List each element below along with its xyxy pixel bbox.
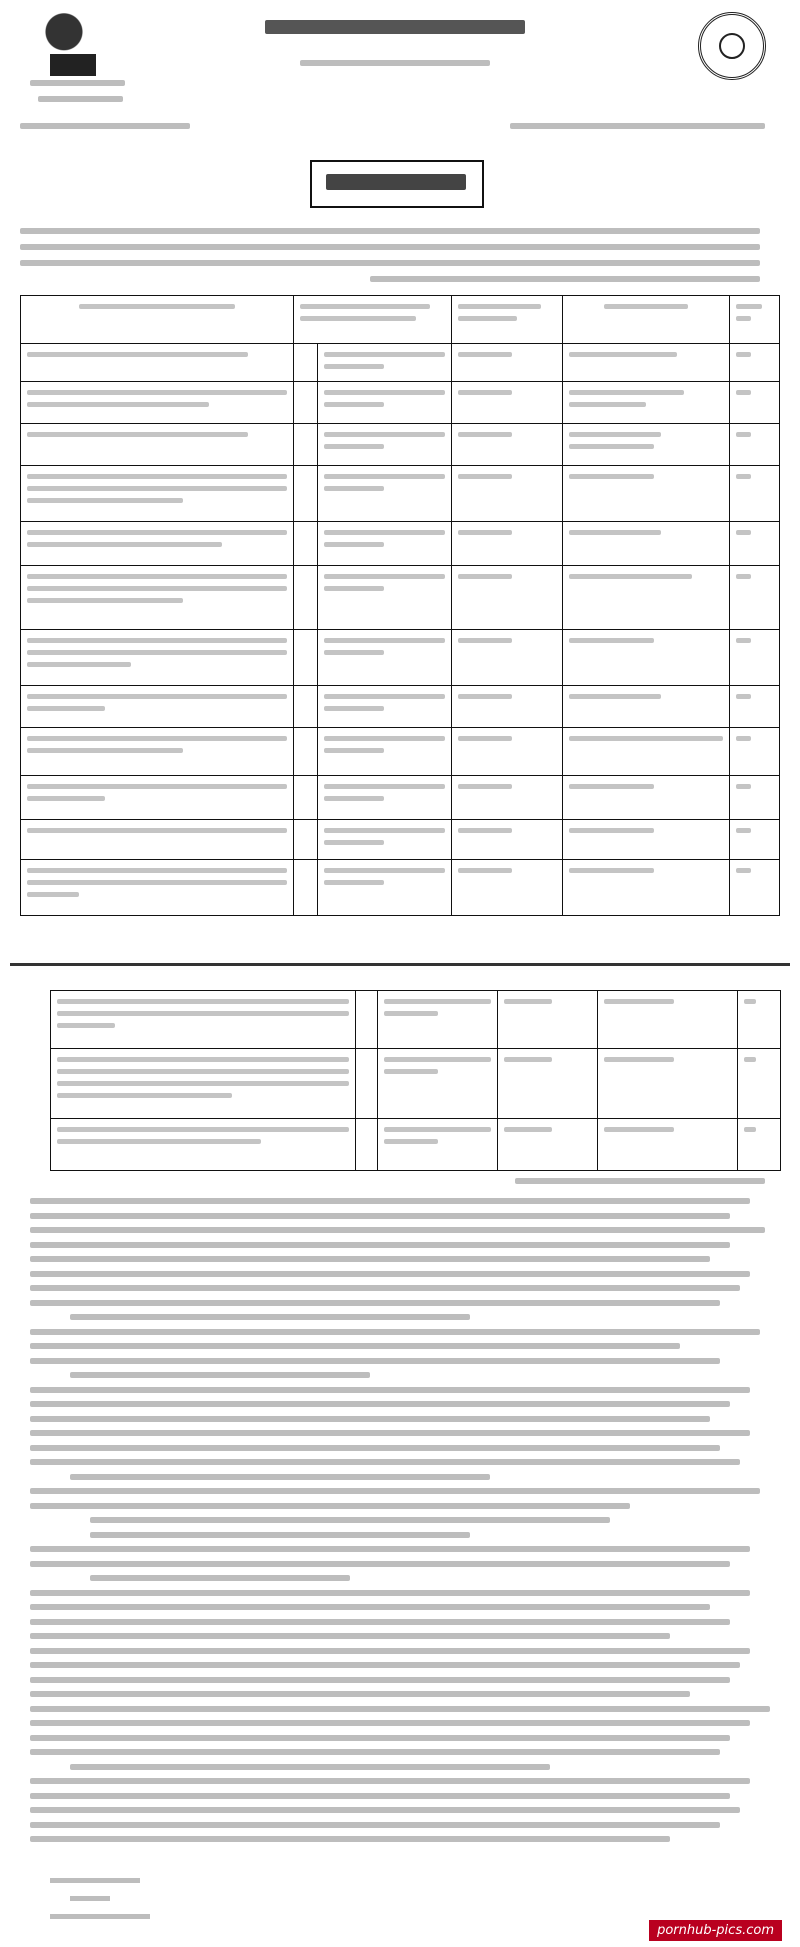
table-row	[21, 344, 780, 382]
signatory-name	[50, 1878, 140, 1883]
condition-line	[30, 1735, 730, 1741]
condition-line	[30, 1749, 720, 1755]
condition-line	[90, 1575, 350, 1581]
condition-line	[70, 1372, 370, 1378]
condition-line	[30, 1198, 750, 1204]
memo-number	[20, 123, 190, 129]
table-header-row	[21, 296, 780, 344]
header-serial	[729, 296, 779, 344]
condition-line	[30, 1822, 720, 1828]
table-row	[21, 728, 780, 776]
condition-line	[30, 1285, 740, 1291]
notice-title	[326, 174, 466, 190]
portrait-image	[28, 8, 118, 76]
table-row	[51, 1049, 781, 1119]
signatory-title	[70, 1896, 110, 1901]
intro-line	[20, 244, 760, 250]
condition-line	[90, 1532, 470, 1538]
table-row	[21, 860, 780, 916]
portrait-caption	[30, 80, 125, 86]
condition-line	[30, 1836, 670, 1842]
table-row	[21, 424, 780, 466]
condition-line	[30, 1561, 730, 1567]
intro-line	[20, 260, 760, 266]
condition-line	[70, 1474, 490, 1480]
intro-line	[370, 276, 760, 282]
condition-line	[70, 1764, 550, 1770]
table-row	[21, 566, 780, 630]
condition-line	[30, 1807, 740, 1813]
condition-line	[30, 1778, 750, 1784]
posts-table	[20, 295, 780, 916]
condition-line	[30, 1242, 730, 1248]
condition-line	[30, 1271, 750, 1277]
office-name	[265, 20, 525, 34]
condition-line	[30, 1227, 765, 1233]
condition-line	[30, 1256, 710, 1262]
condition-line	[30, 1488, 760, 1494]
condition-line	[30, 1358, 720, 1364]
memo-reference	[510, 123, 765, 129]
condition-line	[30, 1213, 730, 1219]
condition-line	[30, 1387, 750, 1393]
table-row	[21, 466, 780, 522]
condition-line	[30, 1343, 680, 1349]
table-row	[21, 630, 780, 686]
table-row	[21, 820, 780, 860]
signatory-office	[50, 1914, 150, 1919]
watermark: pornhub-pics.com	[649, 1920, 782, 1941]
condition-line	[30, 1677, 730, 1683]
header-post-count	[451, 296, 562, 344]
condition-line	[30, 1416, 710, 1422]
portrait-caption-2	[38, 96, 123, 102]
condition-line	[30, 1503, 630, 1509]
condition-line	[30, 1329, 760, 1335]
condition-line	[30, 1793, 730, 1799]
condition-line	[30, 1720, 750, 1726]
table-row	[21, 686, 780, 728]
notice-title-box	[310, 160, 484, 208]
table-row	[51, 991, 781, 1049]
condition-line	[30, 1590, 750, 1596]
condition-line	[30, 1706, 770, 1712]
condition-line	[30, 1401, 730, 1407]
table-row	[21, 522, 780, 566]
condition-line	[30, 1430, 750, 1436]
condition-line	[30, 1648, 750, 1654]
page-separator	[10, 963, 790, 966]
condition-line	[30, 1459, 740, 1465]
condition-line	[70, 1314, 470, 1320]
table-row	[21, 776, 780, 820]
condition-line	[30, 1662, 740, 1668]
header-post-name	[562, 296, 729, 344]
condition-line	[30, 1445, 720, 1451]
intro-line	[20, 228, 760, 234]
condition-line	[30, 1619, 730, 1625]
government-seal-icon	[698, 12, 766, 80]
table-row	[21, 382, 780, 424]
office-address	[300, 60, 490, 66]
condition-line	[30, 1691, 690, 1697]
document-page	[10, 0, 790, 1947]
condition-line	[30, 1633, 670, 1639]
posts-table-continued	[50, 990, 781, 1171]
condition-line	[30, 1300, 720, 1306]
table-row	[51, 1119, 781, 1171]
condition-line	[30, 1604, 710, 1610]
condition-line	[90, 1517, 610, 1523]
condition-line	[30, 1546, 750, 1552]
conditions-heading	[515, 1178, 765, 1184]
header-pay-scale	[293, 296, 451, 344]
header-qualification	[21, 296, 294, 344]
